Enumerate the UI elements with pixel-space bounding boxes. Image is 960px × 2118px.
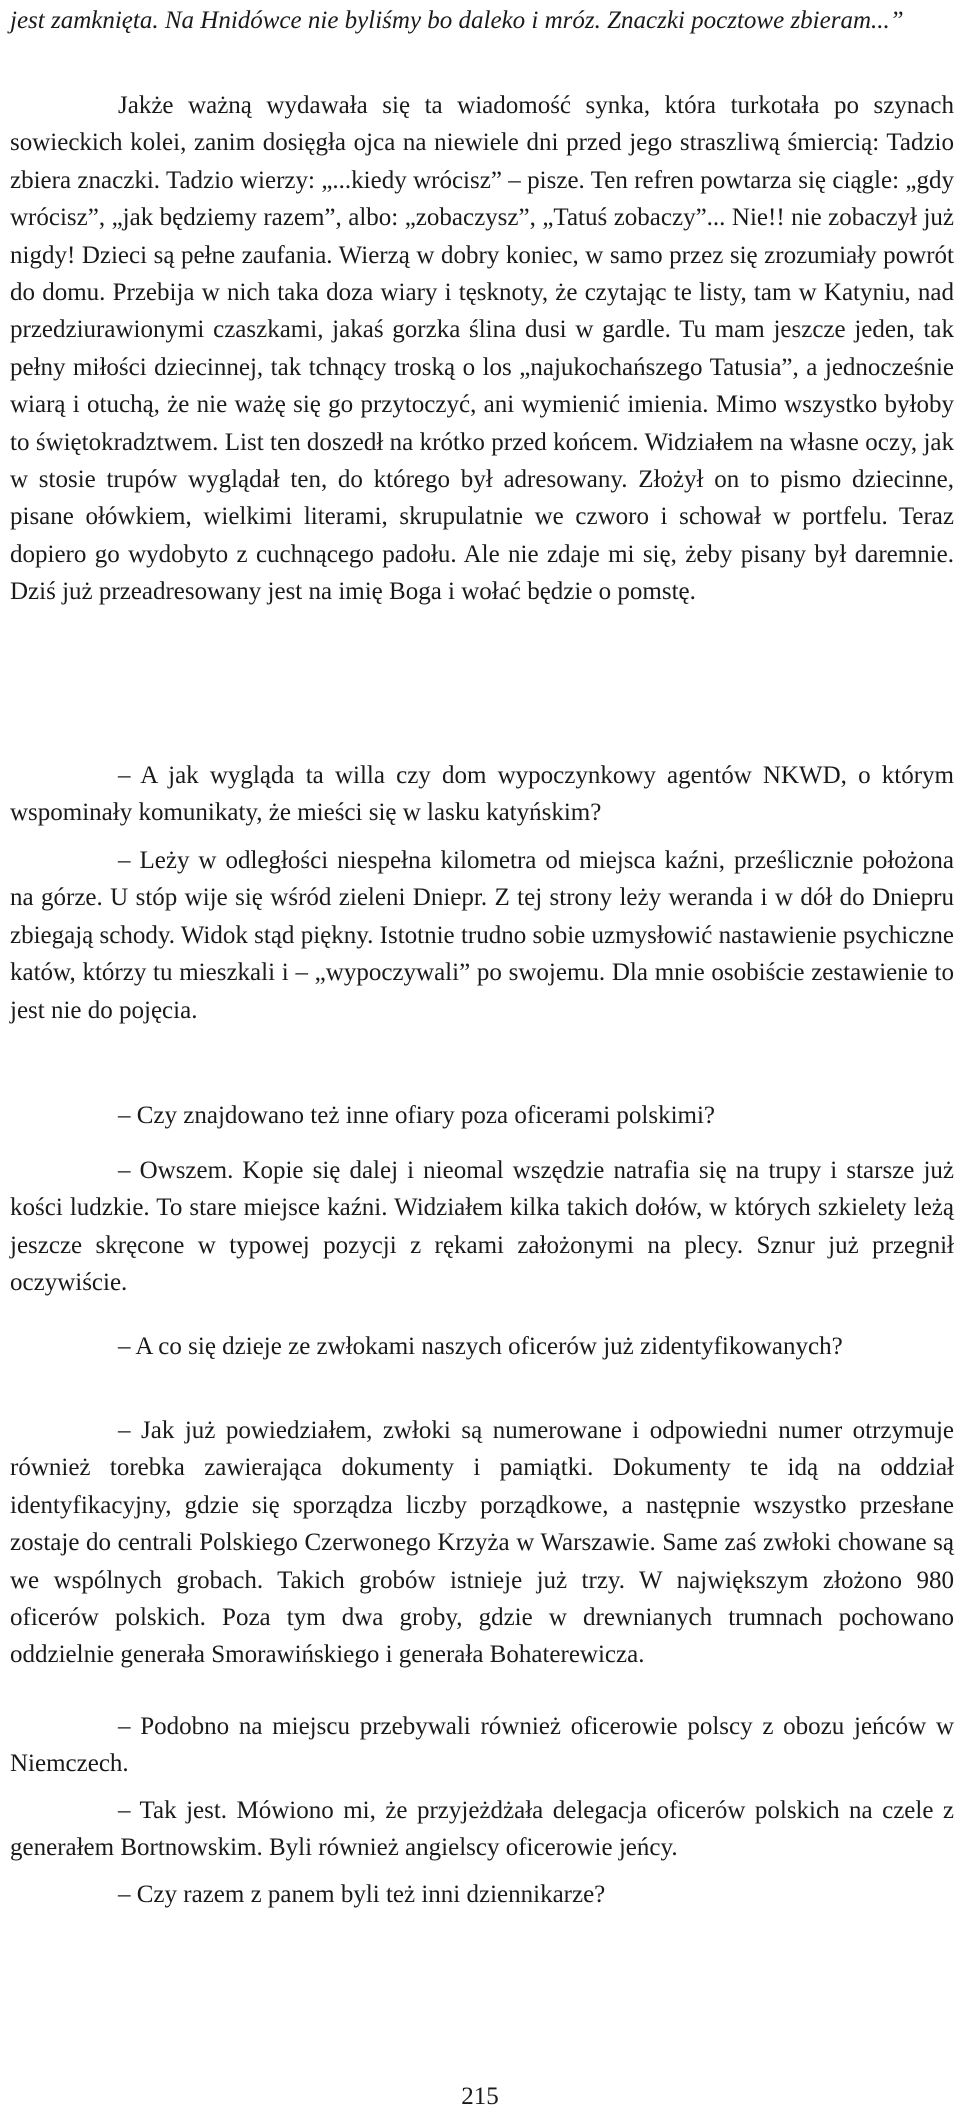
paragraph-question-other-victims: – Czy znajdowano też inne ofiary poza oficerami polskimi? — [118, 1102, 716, 1129]
paragraph-answer-remains: – Jak już powiedziałem, zwłoki są numerowane i odpowiedni numer otrzymuje również torebka zawierająca dokumenty i pamiątki. Dokumenty te idą na oddział identyfikacyjny, gdzie się sporządza liczby porządkowe, a następnie wszystko przesłane zostaje do centrali Polskiego Czerwonego Krzyża w Warszawie. Same zaś zwłoki chowane są we wspólnych grobach. Takich grobów istnieje już trzy. W największym złożono 980 oficerów polskich. Poza tym dwa groby, gdzie w drewnianych trumnach pochowano oddzielnie generała Smorawińskiego i generała Bohaterewicza. — [10, 1417, 954, 1669]
paragraph-question-villa: – A jak wygląda ta willa czy dom wypoczynkowy agentów NKWD, o którym wspominały komunikaty, że mieści się w lasku katyńskim? — [10, 762, 954, 827]
paragraph-question-journalists: – Czy razem z panem byli też inni dziennikarze? — [118, 1881, 606, 1908]
paragraph-answer-villa: – Leży w odległości niespełna kilometra od miejsca kaźni, prześlicznie położona na górze. U stóp wije się wśród zieleni Dniepr. Z tej strony leży weranda i w dół do Dniepru zbiegają schody. Widok stąd piękny. Istotnie trudno sobie uzmysłowić nastawienie psychiczne katów, którzy tu mieszkali i – „wypoczywali” po swojemu. Dla mnie osobiście zestawienie to jest nie do pojęcia. — [10, 847, 954, 1024]
paragraph-answer-delegation: – Tak jest. Mówiono mi, że przyjeżdżała delegacja oficerów polskich na czele z generałem Bortnowskim. Byli również angielscy oficerowie jeńcy. — [10, 1797, 954, 1862]
paragraph-letter-ending: jest zamknięta. Na Hnidówce nie byliśmy bo daleko i mróz. Znaczki pocztowe zbieram...” — [10, 7, 904, 34]
paragraph-question-pow-officers: – Podobno na miejscu przebywali również oficerowie polscy z obozu jeńców w Niemczech. — [10, 1713, 954, 1778]
page-number: 215 — [461, 2083, 499, 2110]
paragraph-question-remains: – A co się dzieje ze zwłokami naszych oficerów już zidentyfikowanych? — [118, 1333, 843, 1360]
paragraph-letters-reflection: Jakże ważną wydawała się ta wiadomość synka, która turkotała po szynach sowieckich kolei, zanim dosięgła ojca na niewiele dni przed jego straszliwą śmiercią: Tadzio zbiera znaczki. Tadzio wierzy: „...kiedy wrócisz” – pisze. Ten refren powtarza się ciągle: „gdy wrócisz”, „jak będziemy razem”, albo: „zobaczysz”, „Tatuś zobaczy”... Nie!! nie zobaczył już nigdy! Dzieci są pełne zaufania. Wierzą w dobry koniec, w samo przez się zrozumiały powrót do domu. Przebija w nich taka doza wiary i tęsknoty, że czytając te listy, tam w Katyniu, nad przedziurawionymi czaszkami, jakaś gorzka ślina dusi w gardle. Tu mam jeszcze jeden, tak pełny miłości dziecinnej, tak tchnący troską o los „najukochańszego Tatusia”, a jednocześnie wiarą i otuchą, że nie ważę się go przytoczyć, ani wymienić imienia. Mimo wszystko byłoby to świętokradztwem. List ten doszedł na krótko przed końcem. Widziałem na własne oczy, jak w stosie trupów wyglądał ten, do którego był adresowany. Złożył on to pismo dziecinne, pisane ołówkiem, wielkimi literami, skrupulatnie we czworo i schował w portfelu. Teraz dopiero go wydobyto z cuchnącego padołu. Ale nie zdaje mi się, żeby pisany był daremnie. Dziś już przeadresowany jest na imię Boga i wołać będzie o pomstę. — [10, 92, 954, 606]
paragraph-answer-other-victims: – Owszem. Kopie się dalej i nieomal wszędzie natrafia się na trupy i starsze już kości ludzkie. To stare miejsce kaźni. Widziałem kilka takich dołów, w których szkielety leżą jeszcze skręcone w typowej pozycji z rękami założonymi na plecy. Sznur już przegnił oczywiście. — [10, 1157, 954, 1297]
